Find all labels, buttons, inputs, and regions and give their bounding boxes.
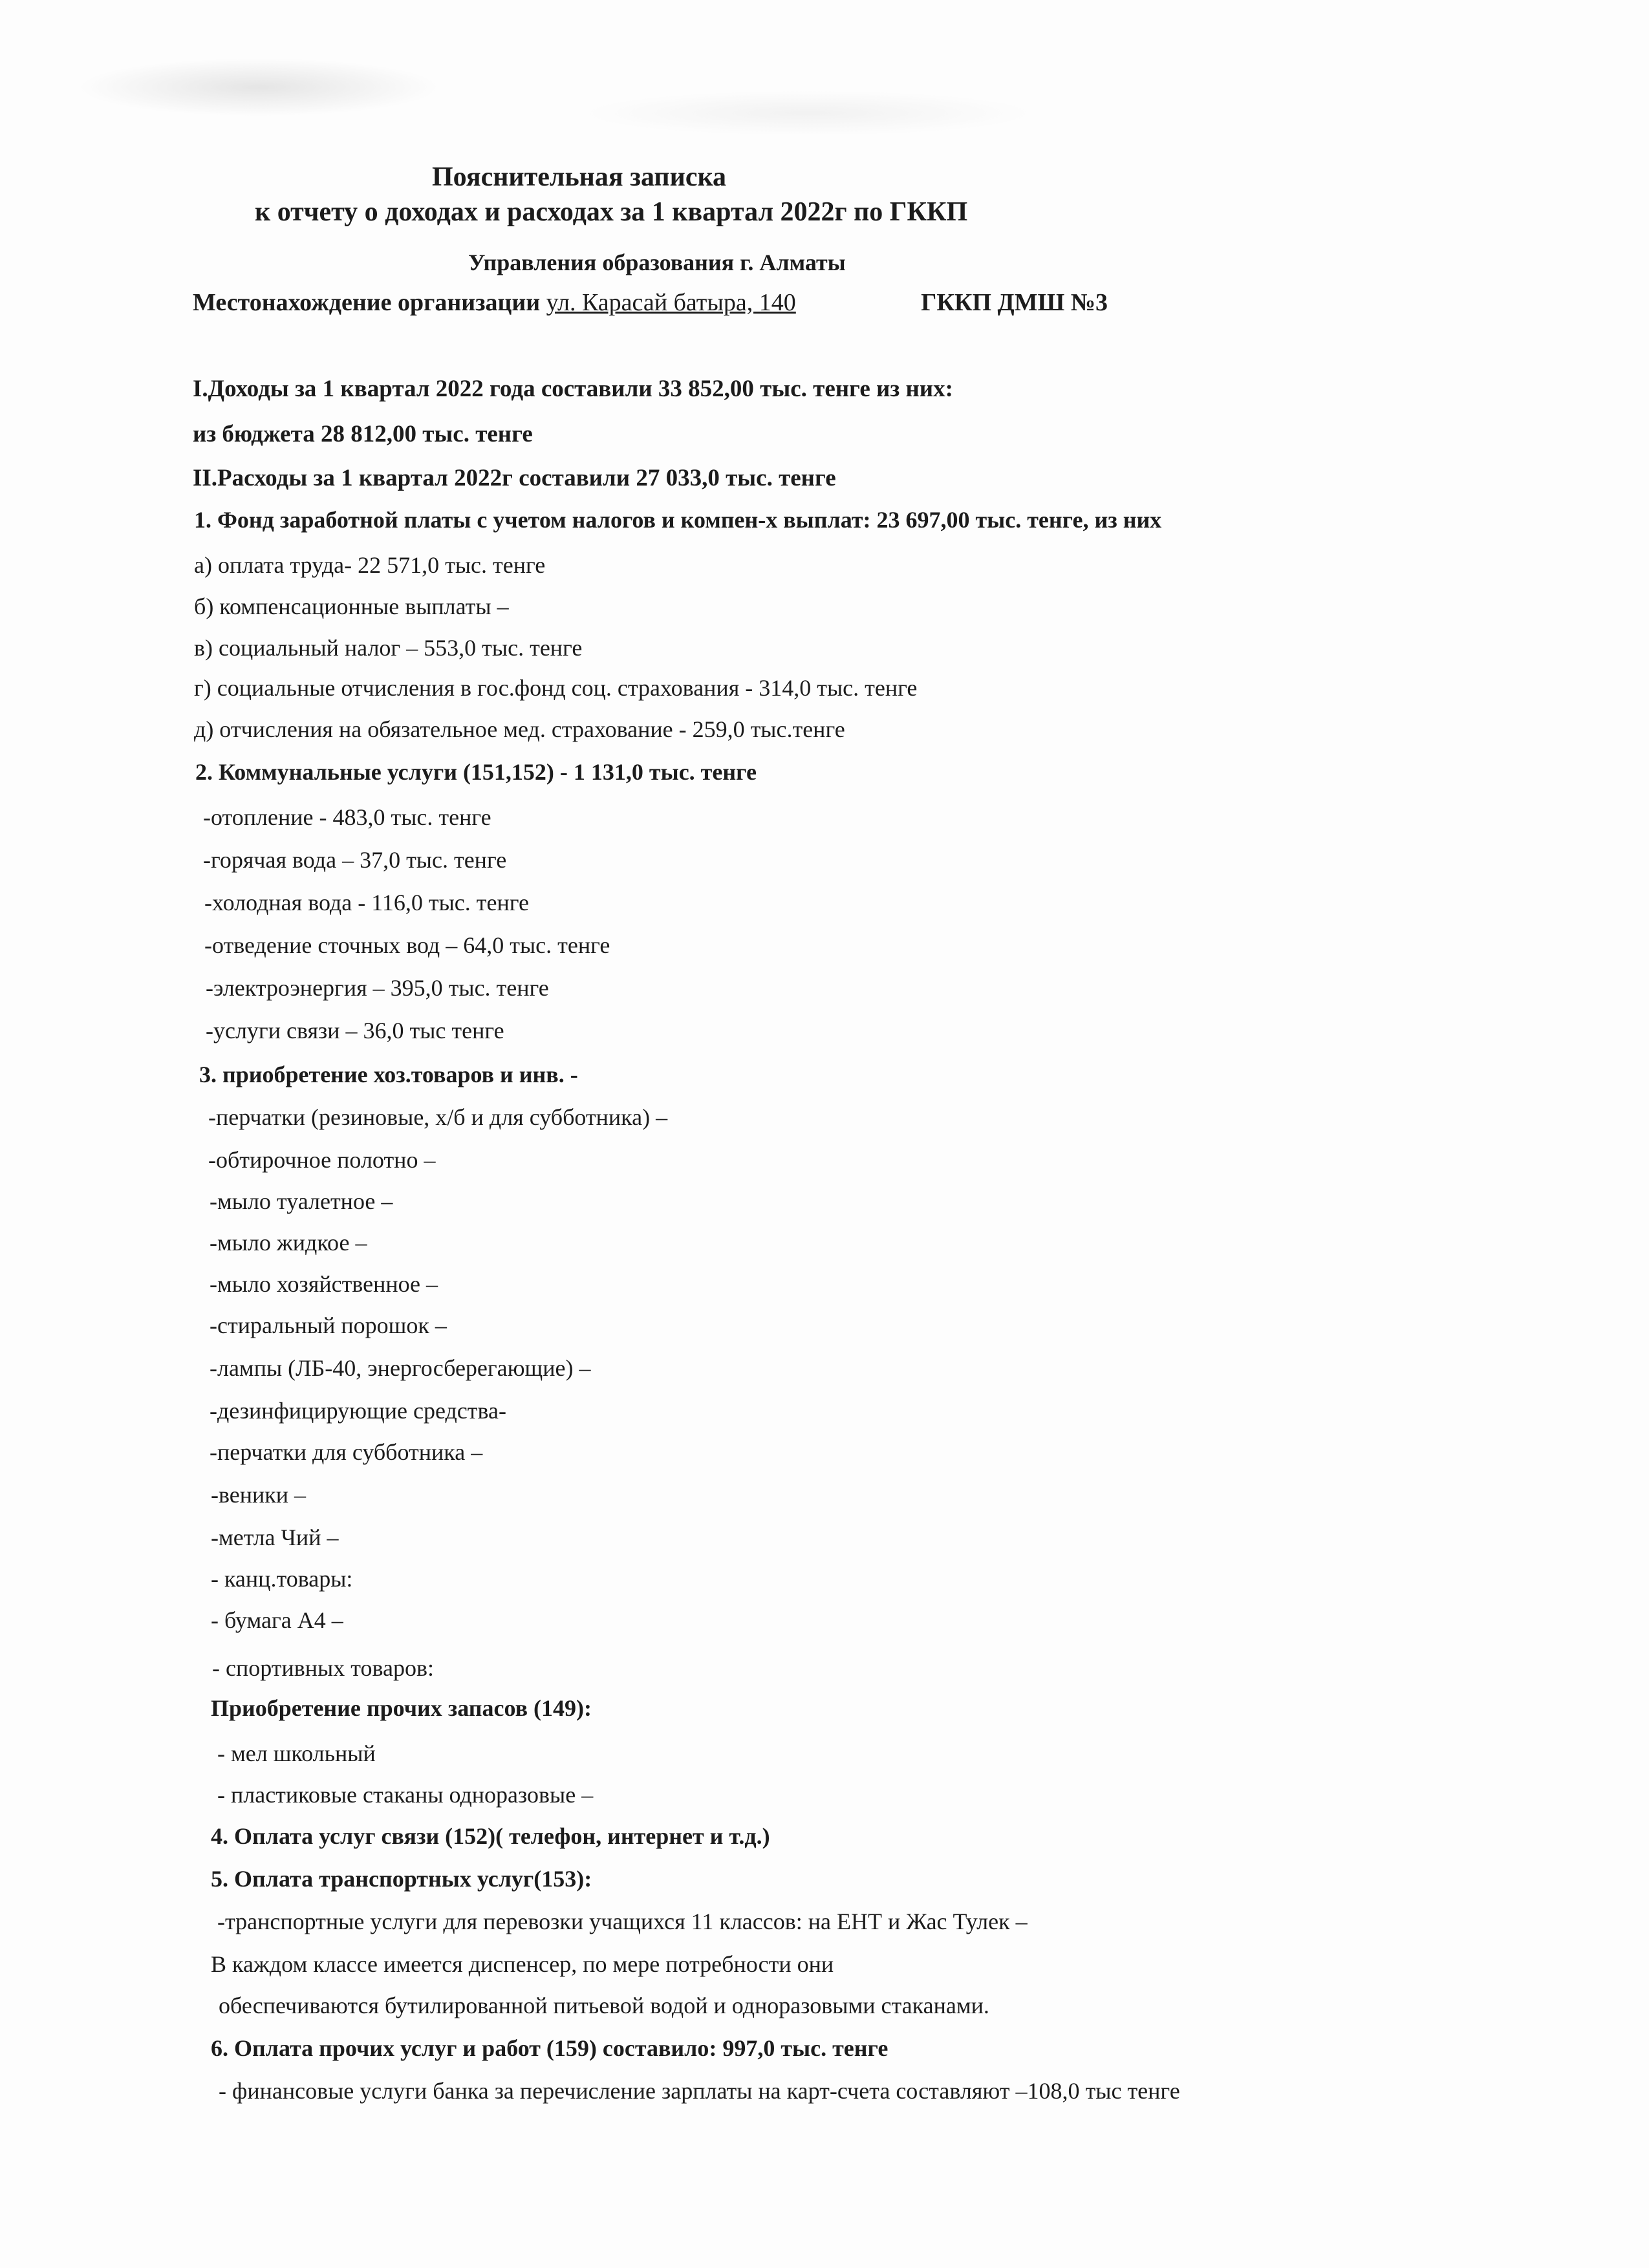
list-item: -обтирочное полотно –: [208, 1147, 436, 1173]
list-item: а) оплата труда- 22 571,0 тыс. тенге: [194, 552, 546, 578]
document-title: Пояснительная записка: [432, 162, 727, 192]
list-item: -отопление - 483,0 тыс. тенге: [203, 804, 491, 830]
org-name: ГККП ДМШ №3: [921, 289, 1108, 316]
list-item: -услуги связи – 36,0 тыс тенге: [206, 1018, 504, 1043]
scan-smudge: [78, 58, 440, 116]
list-item: -метла Чий –: [211, 1524, 339, 1550]
list-item: -отведение сточных вод – 64,0 тыс. тенге: [204, 932, 610, 958]
list-item: -мыло жидкое –: [210, 1230, 367, 1256]
list-item: -веники –: [211, 1482, 307, 1508]
list-item: - бумага А4 –: [211, 1607, 343, 1633]
list-item: -электроэнергия – 395,0 тыс. тенге: [206, 975, 549, 1001]
section-1-heading: 1. Фонд заработной платы с учетом налогов и компен-х выплат: 23 697,00 тыс. тенге, из них: [194, 507, 1162, 533]
section-3-heading: 3. приобретение хоз.товаров и инв. -: [199, 1062, 578, 1087]
list-item: -горячая вода – 37,0 тыс. тенге: [203, 847, 507, 873]
list-item: - финансовые услуги банка за перечисление зарплаты на карт-счета составляют –108,0 тыс тенге: [219, 2078, 1180, 2104]
location-label: Местонахождение организации: [193, 289, 541, 316]
list-item: -холодная вода - 116,0 тыс. тенге: [204, 890, 529, 915]
list-item: - канц.товары:: [211, 1566, 353, 1592]
list-item: - мел школьный: [217, 1740, 376, 1766]
list-item: -перчатки (резиновые, х/б и для субботника) –: [208, 1104, 668, 1130]
list-item: б) компенсационные выплаты –: [194, 594, 509, 619]
section-2-heading: 2. Коммунальные услуги (151,152) - 1 131,0 тыс. тенге: [195, 759, 757, 785]
scan-smudge-secondary: [582, 91, 1035, 136]
list-item: -лампы (ЛБ-40, энергосберегающие) –: [210, 1355, 591, 1381]
income-line: I.Доходы за 1 квартал 2022 года составили 33 852,00 тыс. тенге из них:: [193, 376, 953, 402]
expenses-line: II.Расходы за 1 квартал 2022г составили 27 033,0 тыс. тенге: [193, 465, 836, 491]
department-line: Управления образования г. Алматы: [468, 250, 846, 275]
section-6-heading: 6. Оплата прочих услуг и работ (159) составило: 997,0 тыс. тенге: [211, 2035, 889, 2061]
list-item: -перчатки для субботника –: [210, 1439, 483, 1465]
paragraph-line: обеспечиваются бутилированной питьевой водой и одноразовыми стаканами.: [219, 1993, 989, 2018]
list-item: -мыло хозяйственное –: [210, 1271, 438, 1297]
other-supplies-heading: Приобретение прочих запасов (149):: [211, 1695, 592, 1721]
list-item: - пластиковые стаканы одноразовые –: [217, 1782, 594, 1808]
list-item: д) отчисления на обязательное мед. страхование - 259,0 тыс.тенге: [194, 716, 845, 742]
list-item: в) социальный налог – 553,0 тыс. тенге: [194, 635, 583, 661]
list-item: -дезинфицирующие средства-: [210, 1398, 506, 1424]
section-5-heading: 5. Оплата транспортных услуг(153):: [211, 1866, 592, 1892]
location-value: ул. Карасай батыра, 140: [546, 289, 796, 316]
document-subtitle: к отчету о доходах и расходах за 1 квартал 2022г по ГККП: [255, 197, 968, 227]
location-line: [193, 288, 1108, 317]
budget-income-line: из бюджета 28 812,00 тыс. тенге: [193, 421, 533, 447]
section-4-heading: 4. Оплата услуг связи (152)( телефон, интернет и т.д.): [211, 1823, 770, 1849]
list-item: -транспортные услуги для перевозки учащихся 11 классов: на ЕНТ и Жас Тулек –: [217, 1909, 1028, 1934]
list-item: -мыло туалетное –: [210, 1188, 393, 1214]
list-item: -стиральный порошок –: [210, 1312, 447, 1338]
paragraph-line: В каждом классе имеется диспенсер, по мере потребности они: [211, 1951, 834, 1977]
list-item: - спортивных товаров:: [212, 1655, 434, 1681]
list-item: г) социальные отчисления в гос.фонд соц. страхования - 314,0 тыс. тенге: [194, 675, 918, 701]
